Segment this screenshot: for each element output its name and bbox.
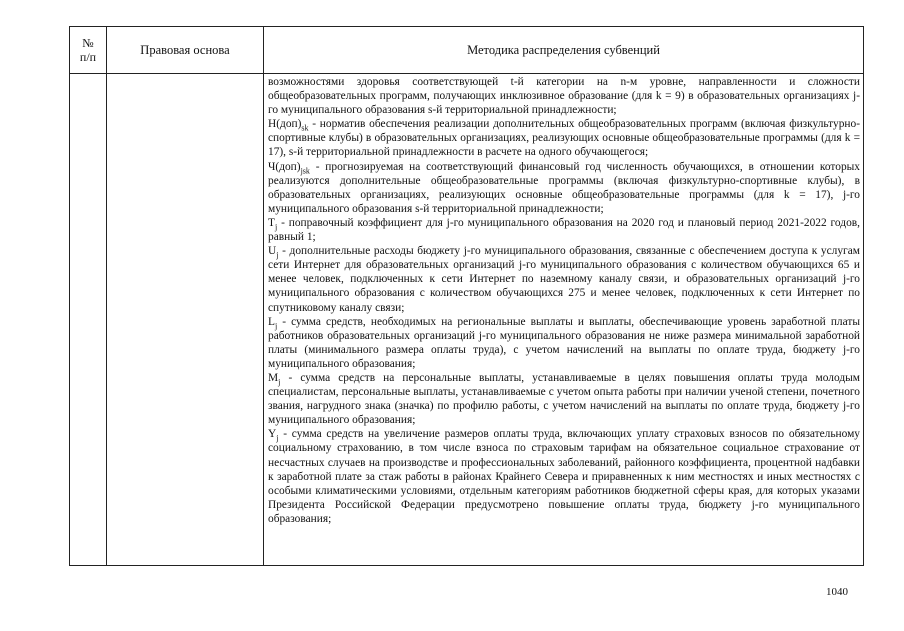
- definition-paragraph: [268, 371, 860, 427]
- definition-symbol: T: [268, 216, 275, 229]
- page-number: 1040: [826, 586, 848, 598]
- header-number-label: №: [82, 36, 94, 50]
- definition-paragraph: [268, 244, 860, 314]
- definition-text: - поправочный коэффициент для j-го муниципального образования на 2020 год и плановый период 2021-2022 годов, равный 1;: [268, 216, 860, 244]
- methodology-text: [264, 74, 863, 526]
- definition-text: - норматив обеспечения реализации дополнительных общеобразовательных программ (включая физкультурно-спортивные клубы) в образовательных организациях, реализующих основные общеобразовательные программы (для k = 17), s-й территориальной принадлежности в расчете на одного обучающегося;: [268, 118, 860, 159]
- definition-paragraph: [268, 75, 860, 117]
- definition-text: - прогнозируемая на соответствующий финансовый год численность обучающихся, в отношении которых реализуются дополнительные общеобразовательные программы (включая физкультурно-спортивные клубы), в образовательных организациях, реализующих основные общеобразовательные программы (для k = 17), j-го муниципального образования s-й территориальной принадлежности;: [268, 160, 860, 215]
- definition-subscript: sk: [301, 123, 309, 133]
- definition-paragraph: [268, 216, 860, 244]
- definition-paragraph: [268, 315, 860, 371]
- definition-text: - сумма средств на увеличение размеров оплаты труда, включающих уплату страховых взносов по обязательному социальному страхованию, в том числе взноса по страховым тарифам на обязательное социальное страхование от несчастных случаев на производстве и профессиональных заболеваний, районного коэффициента, процентной надбавки к заработной плате за стаж работы в районах Крайнего Севера и приравненных к ним местностях и иных местностях с особыми климатическими условиями, отдельным категориям работников бюджетной сферы края, для которых указами Президента Российской Федерации предусмотрено повышение оплаты труда, бюджету j-го муниципального образования;: [268, 428, 860, 525]
- definition-paragraph: [268, 427, 860, 526]
- header-methodology: Методика распределения субвенций: [264, 27, 864, 74]
- row-legal-basis-cell: [107, 74, 264, 566]
- row-number-cell: [70, 74, 107, 566]
- definition-paragraph: [268, 160, 860, 216]
- definition-symbol: M: [268, 371, 279, 384]
- definition-subscript: j: [274, 222, 278, 232]
- definition-symbol: U: [268, 245, 277, 258]
- table-header-row: [70, 27, 864, 74]
- definition-symbol: L: [268, 315, 275, 328]
- header-legal-basis: Правовая основа: [107, 27, 264, 74]
- document-table: [69, 26, 864, 566]
- definition-text: - сумма средств на персональные выплаты, устанавливаемые в целях повышения оплаты труда молодым специалистам, персональные выплаты, устанавливаемые с учетом опыта работы при наличии ученой степени, почетного звания, нагрудного знака (значка) по профилю работы, с учетом начислений на выплаты по оплате труда, бюджету j-го муниципального образования;: [268, 371, 860, 427]
- header-number-cell: [70, 27, 107, 74]
- header-number-sublabel: п/п: [79, 50, 97, 64]
- definition-subscript: j: [276, 433, 279, 443]
- definition-paragraph: [268, 117, 860, 159]
- table-row: [70, 74, 864, 566]
- definition-subscript: j: [274, 320, 278, 330]
- definition-symbol: Н(доп): [268, 118, 302, 131]
- definition-text: возможностями здоровья соответствующей t-й категории на n-м уровне, направленности и сложности общеобразовательных программ, получающих инклюзивное образование (для k = 9) в образовательных организациях j-го муниципального образования s-й территориальной принадлежности;: [268, 76, 860, 117]
- row-methodology-cell: [264, 74, 864, 566]
- definition-symbol: Y: [268, 428, 277, 441]
- definition-subscript: j: [276, 250, 279, 260]
- definition-subscript: jsk: [300, 165, 310, 175]
- definition-text: - сумма средств, необходимых на региональные выплаты и выплаты, обеспечивающие уровень заработной платы работников образовательных организаций j-го муниципального образования не ниже размера минимальной заработной платы (минимального размера оплаты труда), с учетом начислений на выплаты по оплате труда, бюджету j-го муниципального образования;: [268, 315, 860, 370]
- definition-text: - дополнительные расходы бюджету j-го муниципального образования, связанные с обеспечением доступа к услугам сети Интернет для образовательных организаций j-го муниципального образования с количеством обучающихся 65 и менее человек, подключенных к сети Интернет по наземному каналу связи, и образовательных организаций j-го муниципального образования с количеством обучающихся 275 и менее человек, подключенных к сети Интернет по спутниковому каналу связи;: [268, 245, 860, 314]
- definition-subscript: j: [278, 377, 281, 387]
- definition-symbol: Ч(доп): [268, 160, 301, 173]
